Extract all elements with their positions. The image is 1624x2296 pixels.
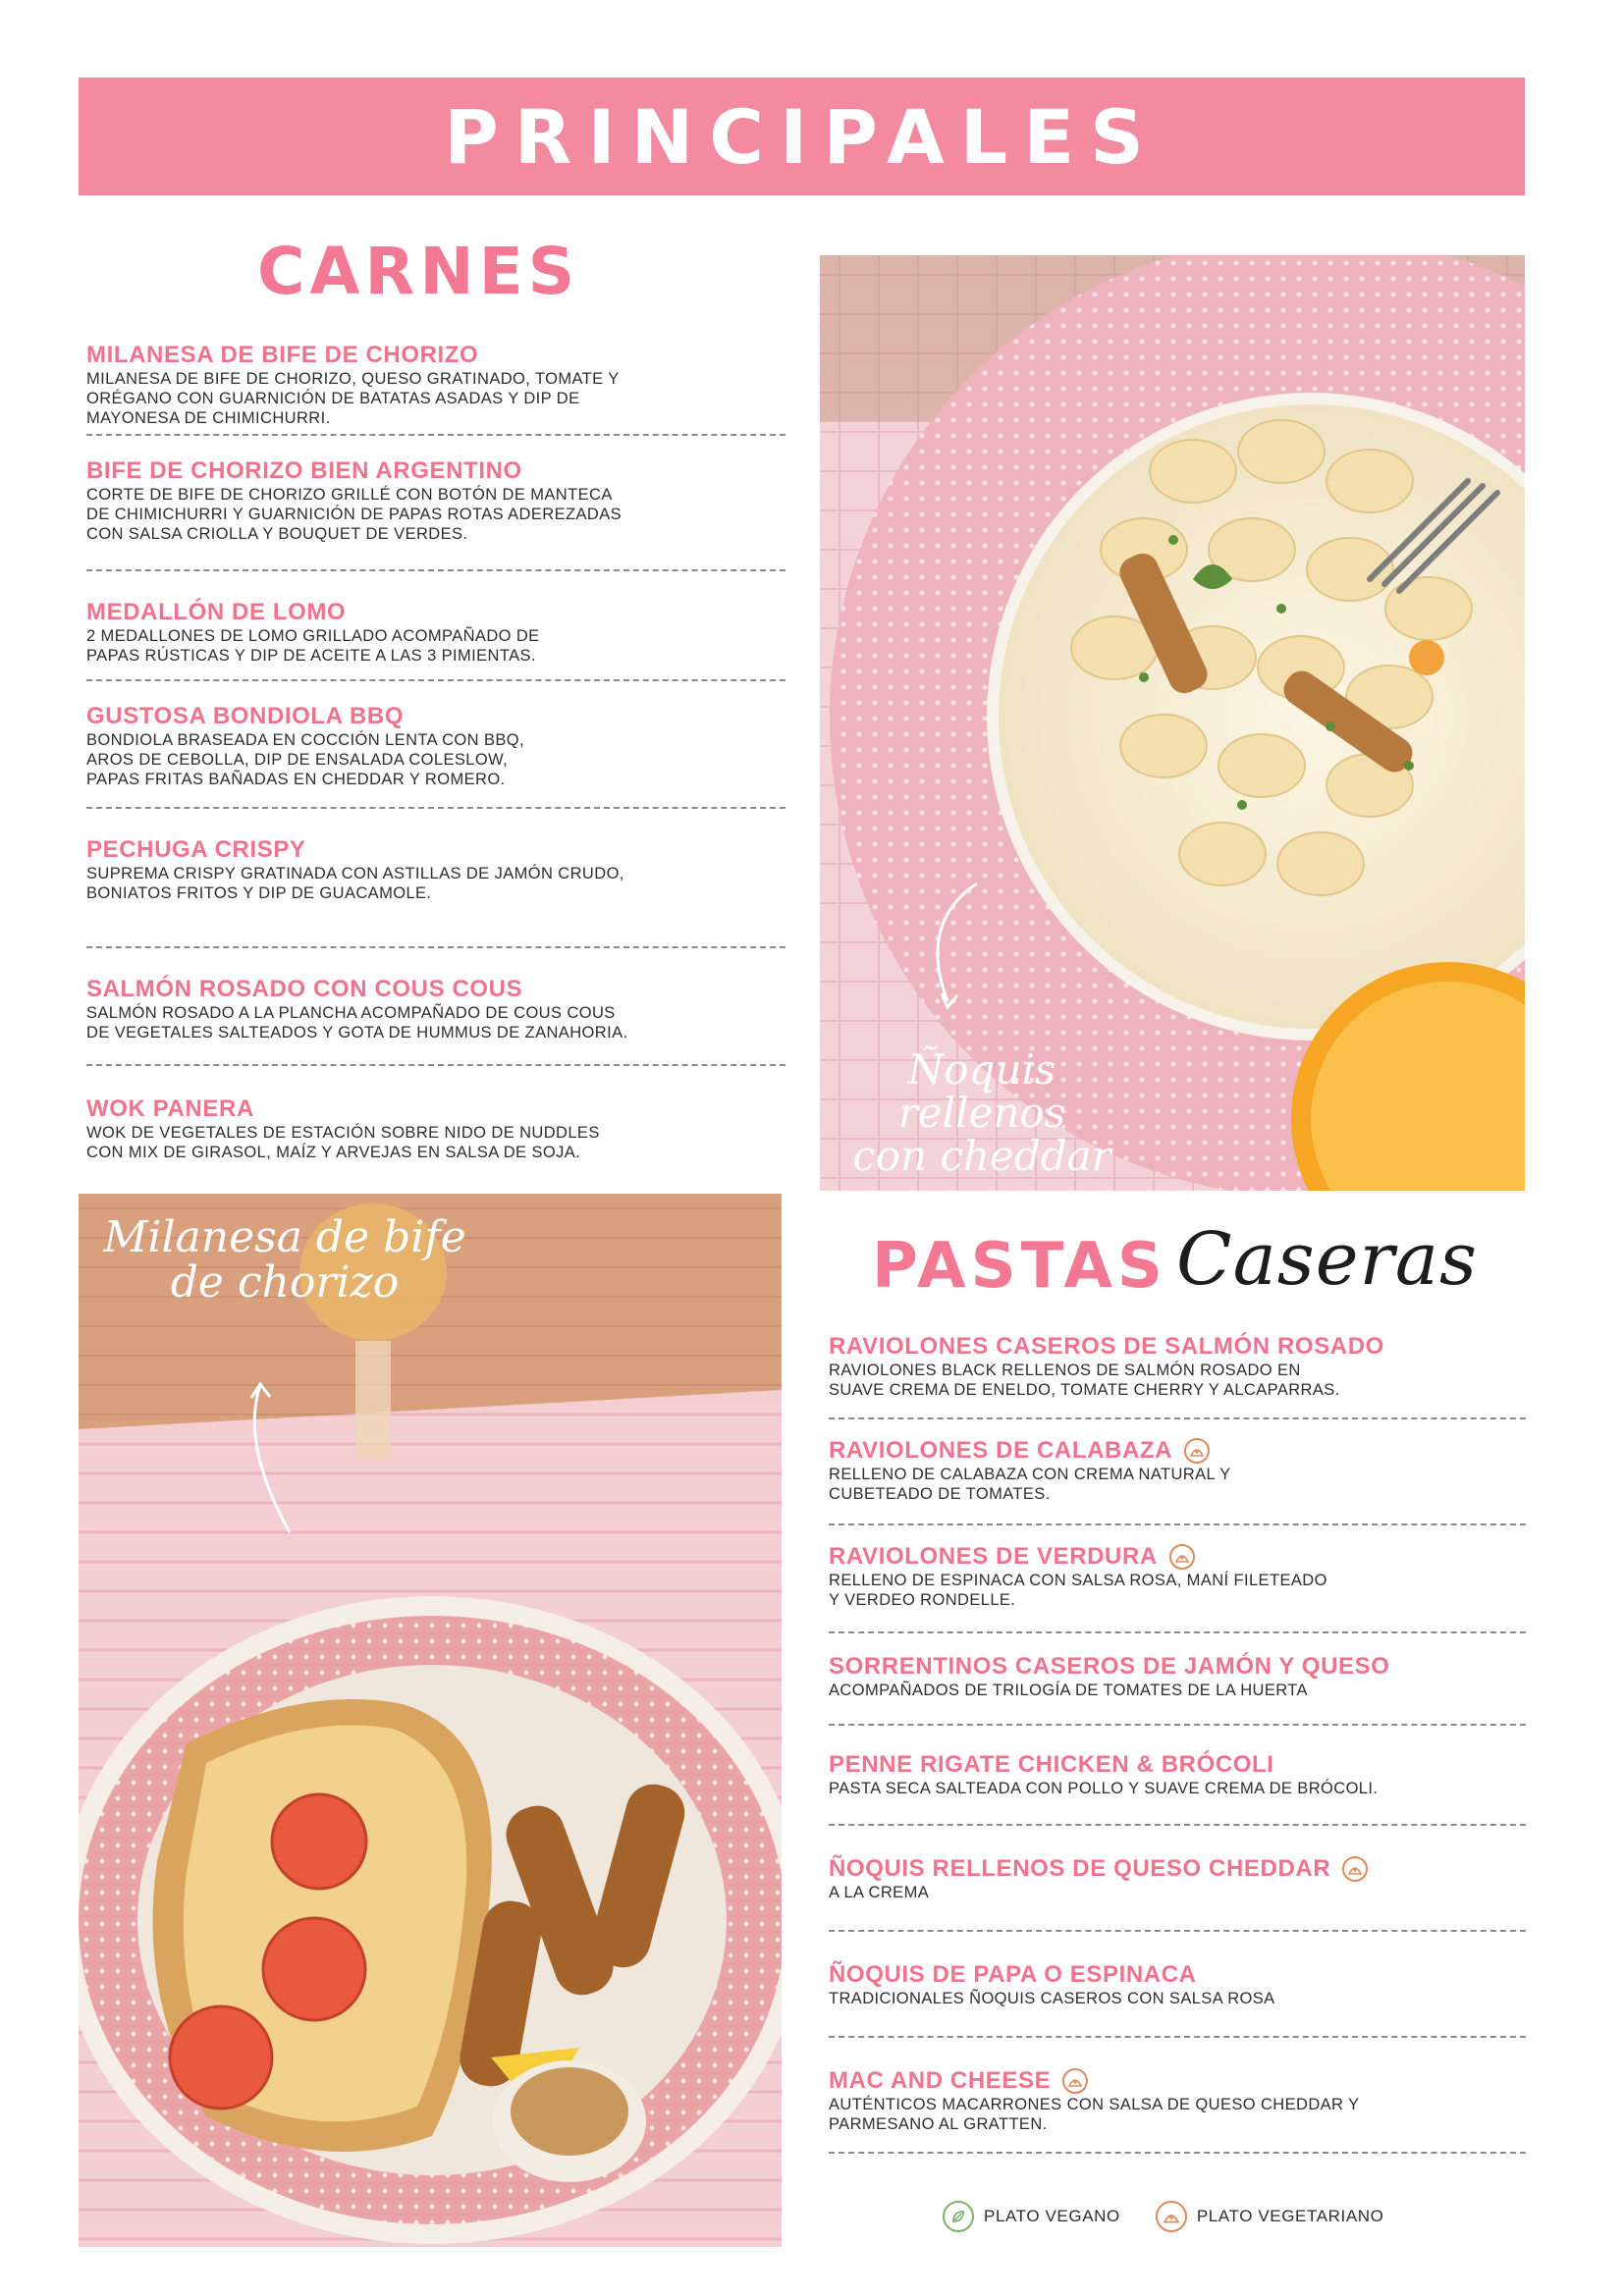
item-desc-line: ORÉGANO CON GUARNICIÓN DE BATATAS ASADAS Y DIP DE	[86, 390, 580, 407]
item-name: ÑOQUIS DE PAPA O ESPINACA	[829, 1961, 1197, 1988]
item-desc-line: SUPREMA CRISPY GRATINADA CON ASTILLAS DE JAMÓN CRUDO,	[86, 865, 624, 882]
divider	[829, 1523, 1526, 1525]
caption-line: Ñoquis rellenos	[897, 1045, 1066, 1138]
menu-item	[86, 599, 785, 666]
item-desc-line: CORTE DE BIFE DE CHORIZO GRILLÉ CON BOTÓN DE MANTECA	[86, 486, 613, 504]
pastas-title: PASTAS	[872, 1230, 1167, 1303]
item-desc-line: BONDIOLA BRASEADA EN COCCIÓN LENTA CON BBQ,	[86, 731, 524, 749]
menu-item	[86, 836, 785, 903]
divider	[86, 679, 785, 681]
item-name: PECHUGA CRISPY	[86, 836, 306, 863]
menu-item	[86, 703, 785, 789]
gnocchi-caption	[849, 1045, 1114, 1181]
item-desc-line: PAPAS FRITAS BAÑADAS EN CHEDDAR Y ROMERO.	[86, 771, 506, 788]
item-desc-line: WOK DE VEGETALES DE ESTACIÓN SOBRE NIDO DE NUDDLES	[86, 1124, 600, 1142]
item-name: MEDALLÓN DE LOMO	[86, 599, 347, 625]
menu-item	[829, 2067, 1526, 2134]
divider	[86, 1064, 785, 1066]
item-name: BIFE DE CHORIZO BIEN ARGENTINO	[86, 457, 522, 484]
header-banner	[79, 78, 1525, 195]
vegetarian-icon	[1184, 1438, 1210, 1464]
menu-item	[86, 457, 785, 544]
item-name: MAC AND CHEESE	[829, 2067, 1052, 2094]
caption-line: con cheddar	[852, 1132, 1111, 1181]
item-desc-line: 2 MEDALLONES DE LOMO GRILLADO ACOMPAÑADO DE	[86, 627, 540, 645]
menu-item	[86, 342, 785, 428]
divider	[829, 2036, 1526, 2038]
item-desc-line: PAPAS RÚSTICAS Y DIP DE ACEITE A LAS 3 PIMIENTAS.	[86, 647, 536, 665]
divider	[829, 2152, 1526, 2154]
divider	[86, 946, 785, 948]
menu-item	[86, 1095, 785, 1162]
item-name: RAVIOLONES DE VERDURA	[829, 1543, 1158, 1570]
item-name: ÑOQUIS RELLENOS DE QUESO CHEDDAR	[829, 1855, 1331, 1882]
caseras-script-title: Caseras	[1176, 1217, 1478, 1302]
divider	[86, 807, 785, 809]
item-name: SORRENTINOS CASEROS DE JAMÓN Y QUESO	[829, 1653, 1390, 1680]
menu-item	[829, 1751, 1526, 1798]
item-name: SALMÓN ROSADO CON COUS COUS	[86, 976, 523, 1002]
vegan-icon	[943, 2201, 974, 2232]
item-desc-line: AROS DE CEBOLLA, DIP DE ENSALADA COLESLOW,	[86, 751, 509, 769]
item-desc-line: DE CHIMICHURRI Y GUARNICIÓN DE PAPAS ROTAS ADEREZADAS	[86, 506, 623, 523]
item-desc-line: CUBETEADO DE TOMATES.	[829, 1485, 1051, 1503]
item-desc-line: CON SALSA CRIOLLA Y BOUQUET DE VERDES.	[86, 525, 468, 543]
divider	[86, 434, 785, 436]
legend-vegan-label: PLATO VEGANO	[984, 2207, 1120, 2225]
page-title: PRINCIPALES	[444, 92, 1160, 181]
vegetarian-icon	[1156, 2201, 1187, 2232]
item-desc-line: RELLENO DE CALABAZA CON CREMA NATURAL Y	[829, 1466, 1231, 1483]
carnes-title: CARNES	[257, 234, 580, 309]
menu-item	[829, 1333, 1526, 1400]
milanesa-illustration	[79, 1194, 782, 2247]
item-desc-line: ACOMPAÑADOS DE TRILOGÍA DE TOMATES DE LA HUERTA	[829, 1682, 1308, 1699]
divider	[829, 1631, 1526, 1633]
item-name: RAVIOLONES DE CALABAZA	[829, 1437, 1173, 1464]
item-desc-line: MILANESA DE BIFE DE CHORIZO, QUESO GRATINADO, TOMATE Y	[86, 370, 620, 388]
item-desc-line: MAYONESA DE CHIMICHURRI.	[86, 409, 331, 427]
divider	[829, 1824, 1526, 1826]
item-desc-line: PASTA SECA SALTEADA CON POLLO Y SUAVE CREMA DE BRÓCOLI.	[829, 1780, 1379, 1797]
caption-line: Milanesa de bife	[103, 1212, 466, 1262]
menu-item	[829, 1437, 1526, 1504]
menu-item	[829, 1855, 1526, 1902]
item-name: MILANESA DE BIFE DE CHORIZO	[86, 342, 479, 368]
item-desc-line: CON MIX DE GIRASOL, MAÍZ Y ARVEJAS EN SALSA DE SOJA.	[86, 1144, 581, 1161]
menu-item	[86, 976, 785, 1042]
item-name-row	[829, 1855, 1526, 1883]
menu-item	[829, 1961, 1526, 2008]
item-desc-line: DE VEGETALES SALTEADOS Y GOTA DE HUMMUS DE ZANAHORIA.	[86, 1024, 628, 1041]
milanesa-photo	[79, 1194, 782, 2247]
vegetarian-icon	[1342, 1856, 1368, 1882]
item-desc-line: AUTÉNTICOS MACARRONES CON SALSA DE QUESO CHEDDAR Y	[829, 2096, 1360, 2113]
menu-item	[829, 1653, 1526, 1700]
divider	[86, 569, 785, 571]
item-desc-line: RAVIOLONES BLACK RELLENOS DE SALMÓN ROSADO EN	[829, 1362, 1301, 1379]
divider	[829, 1724, 1526, 1726]
milanesa-caption	[98, 1212, 471, 1308]
item-name: WOK PANERA	[86, 1095, 254, 1122]
divider	[829, 1930, 1526, 1932]
item-desc-line: A LA CREMA	[829, 1884, 930, 1901]
vegetarian-icon	[1169, 1544, 1195, 1570]
gnocchi-photo	[820, 255, 1525, 1191]
vegetarian-icon	[1062, 2068, 1088, 2094]
item-desc-line: PARMESANO AL GRATTEN.	[829, 2115, 1048, 2133]
item-desc-line: BONIATOS FRITOS Y DIP DE GUACAMOLE.	[86, 884, 432, 902]
item-name: GUSTOSA BONDIOLA BBQ	[86, 703, 405, 729]
item-name-row	[829, 2067, 1526, 2095]
item-desc-line: Y VERDEO RONDELLE.	[829, 1591, 1016, 1609]
item-name: RAVIOLONES CASEROS DE SALMÓN ROSADO	[829, 1333, 1384, 1360]
legend-vegetarian-label: PLATO VEGETARIANO	[1196, 2207, 1384, 2225]
diet-legend	[943, 2201, 1383, 2232]
item-desc-line: SALMÓN ROSADO A LA PLANCHA ACOMPAÑADO DE COUS COUS	[86, 1004, 616, 1022]
item-name-row	[829, 1437, 1526, 1465]
divider	[829, 1417, 1526, 1419]
item-desc-line: TRADICIONALES ÑOQUIS CASEROS CON SALSA ROSA	[829, 1990, 1275, 2007]
item-desc-line: SUAVE CREMA DE ENELDO, TOMATE CHERRY Y ALCAPARRAS.	[829, 1381, 1340, 1399]
legend-vegetarian	[1156, 2201, 1384, 2232]
menu-item	[829, 1543, 1526, 1610]
item-name: PENNE RIGATE CHICKEN & BRÓCOLI	[829, 1751, 1274, 1778]
caption-line: de chorizo	[170, 1257, 400, 1308]
legend-vegan	[943, 2201, 1120, 2232]
item-name-row	[829, 1543, 1526, 1571]
item-desc-line: RELLENO DE ESPINACA CON SALSA ROSA, MANÍ FILETEADO	[829, 1572, 1327, 1589]
